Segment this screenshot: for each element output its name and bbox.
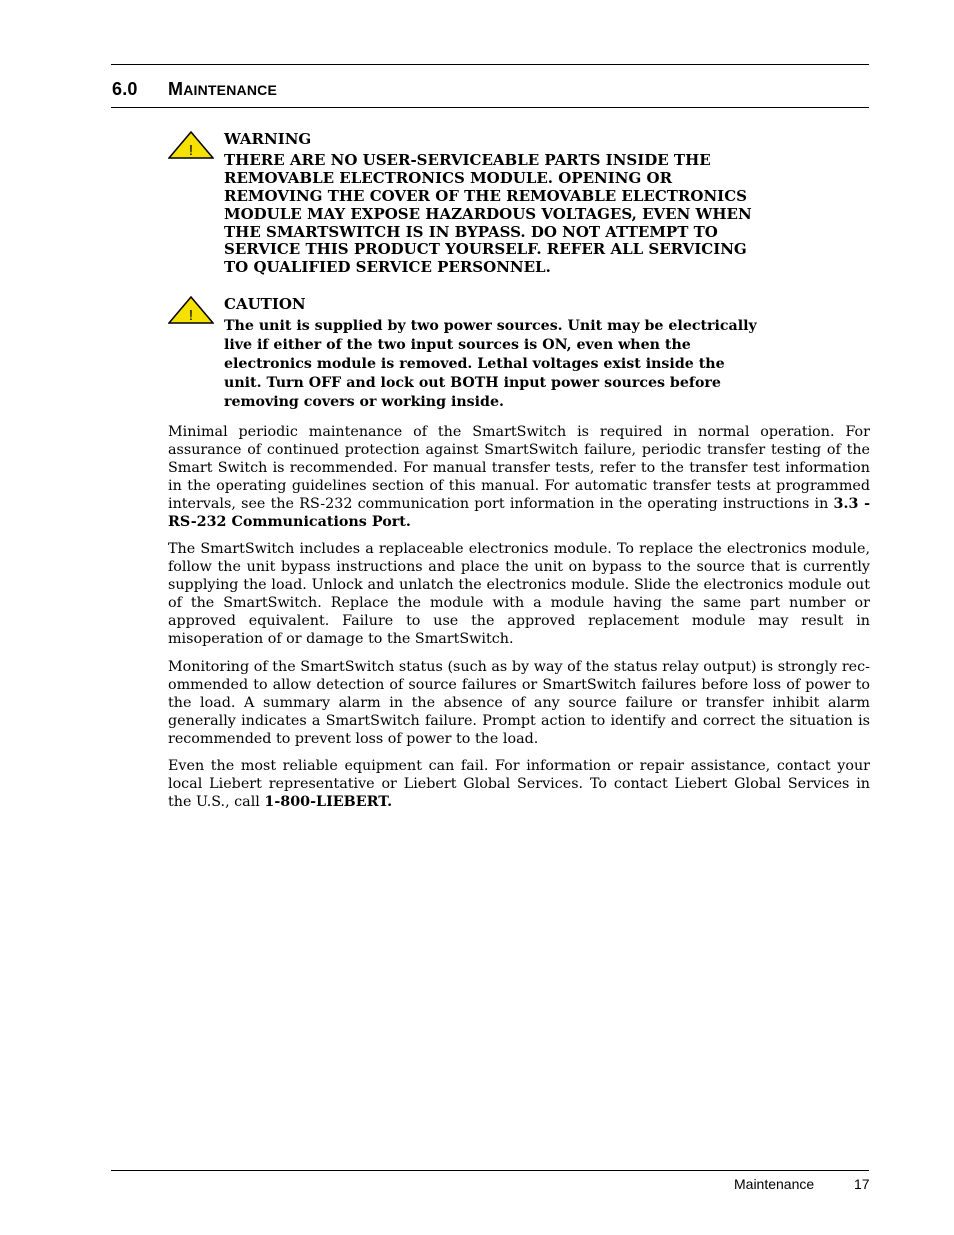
warning-triangle-icon xyxy=(168,131,214,159)
footer-rule xyxy=(111,1170,869,1171)
heading-rule xyxy=(111,107,869,108)
phone-number: 1-800-LIEBERT. xyxy=(264,794,393,810)
warning-text xyxy=(224,131,764,277)
top-rule xyxy=(111,64,869,65)
paragraph-status-monitoring xyxy=(168,658,870,757)
paragraph-4-text: Even the most reliable equipment can fail. For information or repair assistance, contact your local Liebert representative or Liebert Global Services. To contact Liebert Global Services in the U.S., call xyxy=(168,758,870,810)
paragraph-1-text: Minimal periodic maintenance of the SmartSwitch is required in normal operation. For assurance of continued protection against SmartSwitch failure, periodic transfer testing of the Smart Switch is recommended. For manual transfer tests, refer to the transfer test information in the operating guidelines section of this manual. For automatic transfer tests at programmed intervals, see the RS-232 communication port information in the operating instructions in xyxy=(168,424,870,512)
paragraph-contact xyxy=(168,757,870,820)
warning-title: WARNING xyxy=(224,130,312,148)
caution-triangle-icon xyxy=(168,296,214,324)
section-title-rest: AINTENANCE xyxy=(183,82,277,98)
section-title-initial: M xyxy=(168,79,184,99)
paragraph-4 xyxy=(168,757,870,811)
section-number: 6.0 xyxy=(112,79,138,99)
paragraph-module-replacement xyxy=(168,540,870,657)
paragraph-2: The SmartSwitch includes a replaceable electronics module. To replace the electronics module, follow the unit bypass instructions and place the unit on bypass to the source that is currently supplying the load. Unlock and unlatch the electronics module. Slide the electronics module out of the SmartSwitch. Replace the module with a module having the same part number or approved equivalent. Failure to use the approved replacement module may result in misoperation of or damage to the SmartSwitch. xyxy=(168,541,870,647)
caution-title: CAUTION xyxy=(224,295,306,313)
paragraph-periodic-maintenance xyxy=(168,423,870,540)
footer-section-name: Maintenance xyxy=(734,1176,815,1192)
paragraph-3: Monitoring of the SmartSwitch status (such as by way of the status relay output) is strongly recommended to allow detection of source failures or SmartSwitch failures before loss of power to the load. A summary alarm in the absence of any source failure or transfer inhibit alarm generally indicates a SmartSwitch failure. Prompt action to identify and correct the situation is recommended to prevent loss of power to the load. xyxy=(168,659,870,747)
rs232-reference: 3.3 - RS-232 Communications Port. xyxy=(168,496,870,530)
svg-text:!: ! xyxy=(188,142,194,159)
section-heading xyxy=(112,79,277,100)
warning-body: THERE ARE NO USER-SERVICEABLE PARTS INSIDE THE REMOVABLE ELECTRONICS MODULE. OPENING OR REMOVING THE COVER OF THE REMOVABLE ELECTRONICS MODULE MAY EXPOSE HAZARDOUS VOLTAGES, EVEN WHEN THE SMARTSWITCH IS IN BYPASS. DO NOT ATTEMPT TO SERVICE THIS PRODUCT YOURSELF. REFER ALL SERVICING TO QUALIFIED SERVICE PERSONNEL. xyxy=(224,150,752,277)
caution-body: The unit is supplied by two power sources. Unit may be electrically live if either of the two input sources is ON, even when the electronics module is removed. Lethal voltages exist inside the unit. Turn OFF and lock out BOTH input power sources before removing covers or working inside. xyxy=(224,317,757,410)
caution-text xyxy=(224,296,764,411)
page-number: 17 xyxy=(854,1176,870,1192)
paragraph-1 xyxy=(168,423,870,531)
svg-text:!: ! xyxy=(188,307,194,324)
